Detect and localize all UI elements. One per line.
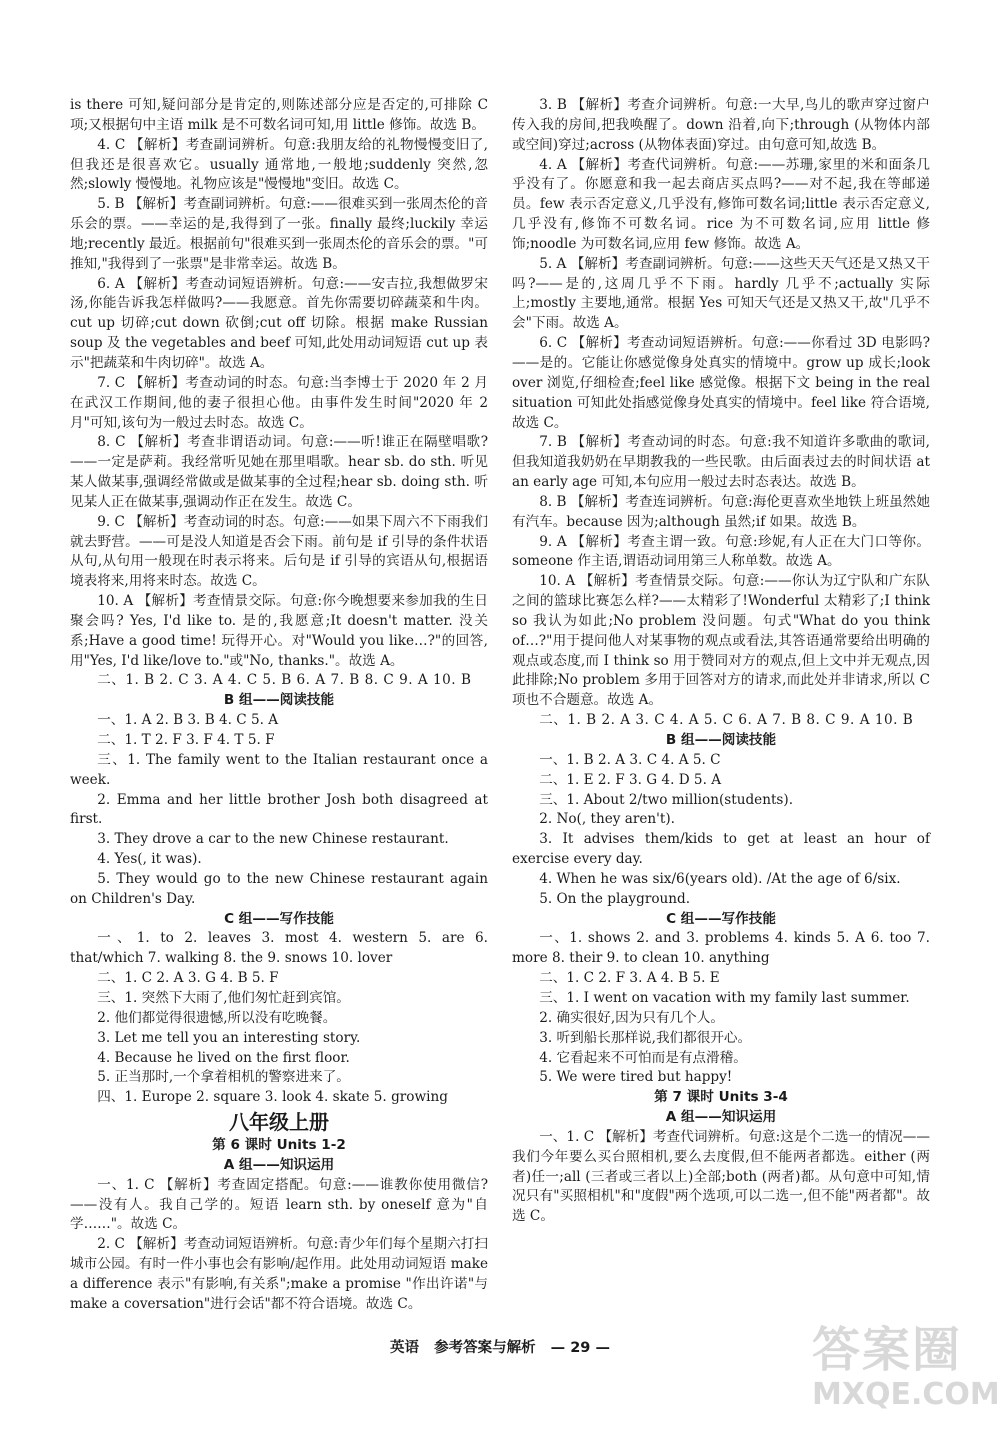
paragraph: 一、1. to 2. leaves 3. most 4. western 5. are 6. that/which 7. walking 8. the 9. snows 10. lover	[70, 930, 488, 967]
paragraph: 4. Yes(, it was).	[97, 851, 202, 868]
footer-title: 参考答案与解析	[434, 1340, 536, 1356]
section-heading: C 组——写作技能	[224, 910, 334, 927]
paragraph: 8. C 【解析】考查非谓语动词。句意:——听!谁正在隔壁唱歌?——一定是萨莉。我经常听见她在那里唱歌。hear sb. do sth. 听见某人做某事,强调经常做或是做某事的全过程;hear sb. doing sth. 听见某人正在做某事,强调动作正在发生。故选 C。	[70, 434, 488, 510]
paragraph: 一、1. A 2. B 3. B 4. C 5. A	[97, 712, 279, 729]
paragraph: 3. Let me tell you an interesting story.	[97, 1029, 361, 1046]
paragraph: 一、1. B 2. A 3. C 4. A 5. C	[539, 751, 721, 768]
paragraph: 4. C 【解析】考查副词辨析。句意:我朋友给的礼物慢慢变旧了,但我还是很喜欢它。usually 通常地,一般地;suddenly 突然,忽然;slowly 慢慢地。礼物应该是"慢慢地"变旧。故选 C。	[70, 136, 488, 193]
paragraph: 9. C 【解析】考查动词的时态。句意:——如果下周六不下雨我们就去野营。——可是没人知道是否会下雨。前句是 if 引导的条件状语从句,从句用一般现在时表示将来。后句是 if 引导的宾语从句,根据语境表将来,用将来时态。故选 C。	[70, 513, 488, 590]
chapter-heading: 八年级上册	[229, 1110, 329, 1135]
section-heading: B 组——阅读技能	[665, 732, 777, 748]
paragraph: 5. On the playground.	[539, 890, 691, 907]
watermark-text: 答案圈	[812, 1322, 963, 1378]
paragraph: is there 可知,疑问部分是肯定的,则陈述部分应是否定的,可排除 C 项;又根据句中主语 milk 是不可数名词可知,用 little 修饰。故选 B。	[70, 97, 488, 133]
paragraph: 8. B 【解析】考查连词辨析。句意:海伦更喜欢坐地铁上班虽然她有汽车。because 因为;although 虽然;if 如果。故选 B。	[512, 493, 930, 530]
section-heading: A 组——知识运用	[223, 1156, 335, 1173]
paragraph: 5. 正当那时,一个拿着相机的警察进来了。	[97, 1069, 350, 1086]
paragraph: 7. C 【解析】考查动词的时态。句意:当李博士于 2020 年 2 月在武汉工作期间,他的妻子很担心他。由事件发生时间"2020 年 2 月"可知,该句为一般过去时态。故选 C。	[70, 374, 488, 431]
paragraph: 10. A 【解析】考查情景交际。句意:你今晚想要来参加我的生日聚会吗? Yes, I'd like to. 是的,我愿意;It doesn't matter. 没关系;Have a good time! 玩得开心。对"Would you like…?"的回答,用"Yes, I'd like/love to."或"No, thanks."。故选 A。	[70, 593, 488, 669]
paragraph: 7. B 【解析】考查动词的时态。句意:我不知道许多歌曲的歌词,但我知道我奶奶在早期教我的一些民歌。由后面表过去的时间状语 at an early age 可知,本句应用一般过去时态表达。故选 B。	[512, 434, 930, 491]
paragraph: 3. B 【解析】考查介词辨析。句意:一大早,鸟儿的歌声穿过窗户传入我的房间,把我唤醒了。down 沿着,向下;through (从物体内部或空间)穿过;across (从物体表面)穿过。由句意可知,故选 B。	[512, 97, 930, 153]
footer-subject: 英语	[390, 1340, 420, 1356]
paragraph: 一、1. C 【解析】考查代词辨析。句意:这是个二选一的情况——我们今年要么买台照相机,要么去度假,但不能两者都选。either (两者)任一;all (三者或三者以上)全部;both (两者)都。从句意中可知,情况只有"买照相机"和"度假"两个选项,可以二选一,但不能"两者都"。故选 C。	[512, 1128, 930, 1225]
paragraph: 4. When he was six/6(years old). /At the age of 6/six.	[539, 870, 901, 887]
paragraph: 四、1. Europe 2. square 3. look 4. skate 5. growing	[97, 1089, 448, 1106]
answer-key-line: 二、1. B 2. C 3. A 4. C 5. B 6. A 7. B 8. C 9. A 10. B	[97, 672, 472, 689]
section-heading: C 组——写作技能	[666, 910, 776, 927]
left-column	[70, 96, 488, 1315]
paragraph: 三、1. I went on vacation with my family last summer.	[539, 989, 910, 1006]
paragraph: 三、1. 突然下大雨了,他们匆忙赶到宾馆。	[97, 989, 350, 1006]
paragraph: 三、1. About 2/two million(students).	[539, 791, 794, 808]
section-heading: 第 7 课时 Units 3-4	[654, 1089, 788, 1106]
page-number: — 29 —	[550, 1340, 610, 1356]
paragraph: 二、1. T 2. F 3. F 4. T 5. F	[97, 732, 275, 748]
section-heading: B 组——阅读技能	[223, 692, 335, 709]
paragraph: 一、1. shows 2. and 3. problems 4. kinds 5. A 6. too 7. more 8. their 9. to clean 10. anything	[512, 930, 930, 967]
answer-key-line: 二、1. B 2. A 3. C 4. A 5. C 6. A 7. B 8. C 9. A 10. B	[539, 712, 914, 729]
section-heading: A 组——知识运用	[665, 1109, 777, 1126]
paragraph: 5. A 【解析】考查副词辨析。句意:——这些天天气还是又热又干吗?——是的,这周几乎不下雨。hardly 几乎不;actually 实际上;mostly 主要地,通常。根据 Yes 可知天气还是又热又干,故"几乎不会"下雨。故选 A。	[512, 255, 930, 332]
paragraph: 5. They would go to the new Chinese restaurant again on Children's Day.	[70, 870, 488, 907]
paragraph: 5. B 【解析】考查副词辨析。句意:——很难买到一张周杰伦的音乐会的票。——幸运的是,我得到了一张。finally 最终;luckily 幸运地;recently 最近。根据前句"很难买到一张周杰伦的音乐会的票。"可推知,"我得到了一张票"是非常幸运。故选 B。	[70, 196, 488, 272]
paragraph: 二、1. C 2. A 3. G 4. B 5. F	[97, 970, 279, 987]
paragraph: 3. It advises them/kids to get at least an hour of exercise every day.	[512, 831, 930, 868]
paragraph: 2. 确实很好,因为只有几个人。	[539, 1009, 724, 1026]
right-column	[512, 96, 930, 1227]
paragraph: 4. Because he lived on the first floor.	[97, 1049, 350, 1066]
paragraph: 2. No(, they aren't).	[539, 811, 675, 828]
paragraph: 2. Emma and her little brother Josh both disagreed at first.	[70, 791, 488, 828]
paragraph: 三、1. The family went to the Italian restaurant once a week.	[70, 751, 488, 788]
paragraph: 4. A 【解析】考查代词辨析。句意:——苏珊,家里的米和面条几乎没有了。你愿意和我一起去商店买点吗?——对不起,我在等邮递员。few 表示否定意义,几乎没有,修饰可数名词;little 表示否定意义,几乎没有,修饰不可数名词。rice 为不可数名词,应用 little 修饰;noodle 为可数名词,应用 few 修饰。故选 A。	[512, 156, 930, 252]
paragraph: 9. A 【解析】考查主谓一致。句意:珍妮,有人正在大门口等你。someone 作主语,谓语动词用第三人称单数。故选 A。	[512, 533, 930, 570]
paragraph: 2. 他们都觉得很遗憾,所以没有吃晚餐。	[97, 1009, 337, 1026]
paragraph: 6. A 【解析】考查动词短语辨析。句意:——安吉拉,我想做罗宋汤,你能告诉我怎样做吗?——我愿意。首先你需要切碎蔬菜和牛肉。cut up 切碎;cut down 砍倒;cut off 切除。根据 make Russian soup 及 the vegetables and beef 可知,此处用动词短语 cut up 表示"把蔬菜和牛肉切碎"。故选 A。	[70, 275, 488, 371]
paragraph: 一、1. C 【解析】考查固定搭配。句意:——谁教你使用微信?——没有人。我自己学的。短语 learn sth. by oneself 意为"自学……"。故选 C。	[70, 1176, 488, 1233]
paragraph: 二、1. C 2. F 3. A 4. B 5. E	[539, 970, 720, 987]
paragraph: 10. A 【解析】考查情景交际。句意:——你认为辽宁队和广东队之间的篮球比赛怎么样?——太精彩了!Wonderful 太精彩了;I think so 我认为如此;No problem 没问题。句式"What do you think of…?"用于提问他人对某事物的观点或看法,其答语通常要给出明确的观点或态度,而 I think so 用于赞同对方的观点,但上文中并无观点,因此排除;No problem 多用于回答对方的请求,而此处并非请求,所以 C 项也不合题意。故选 A。	[512, 573, 930, 709]
paragraph: 3. 听到船长那样说,我们都很开心。	[539, 1029, 752, 1046]
paragraph: 二、1. E 2. F 3. G 4. D 5. A	[539, 771, 722, 788]
paragraph: 3. They drove a car to the new Chinese restaurant.	[97, 831, 449, 848]
paragraph: 2. C 【解析】考查动词短语辨析。句意:青少年们每个星期六打扫城市公园。有时一件小事也会有影响/起作用。此处用动词短语 make a difference 表示"有影响,有关系";make a promise "作出许诺"与 make a coversation"进行会话"都不符合语境。故选 C。	[70, 1236, 488, 1312]
watermark-logo	[812, 1322, 1000, 1432]
section-heading: 第 6 课时 Units 1-2	[212, 1137, 346, 1154]
watermark-url: MXQE.COM	[812, 1377, 1000, 1412]
paragraph: 4. 它看起来不可怕而是有点滑稽。	[539, 1049, 747, 1066]
paragraph: 5. We were tired but happy!	[539, 1069, 733, 1086]
paragraph: 6. C 【解析】考查动词短语辨析。句意:——你看过 3D 电影吗?——是的。它能让你感觉像身处真实的情境中。grow up 成长;look over 浏览,仔细检查;feel like 感觉像。根据下文 being in the real situation 可知此处指感觉像身处真实的情境中。feel like 符合语境,故选 C。	[512, 335, 930, 431]
